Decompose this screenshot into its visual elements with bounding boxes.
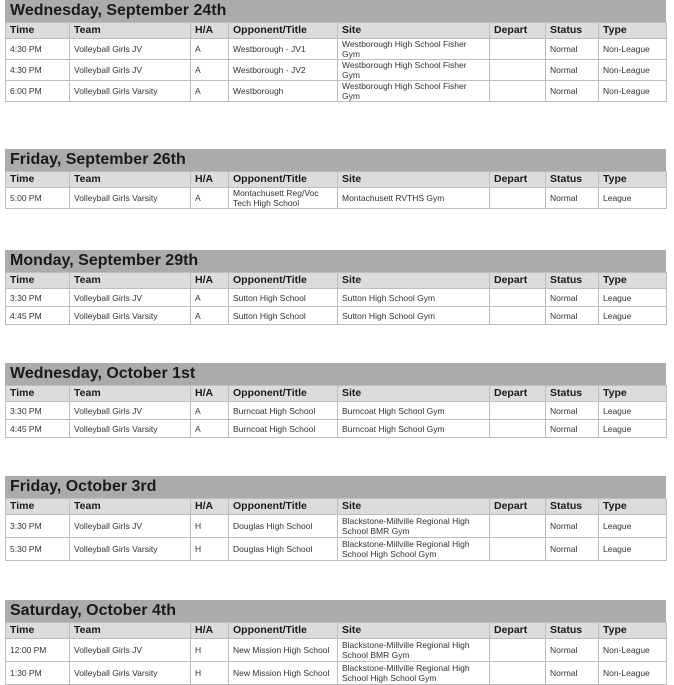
- table-row: [6, 420, 667, 438]
- cell-opponent: New Mission High School: [229, 639, 338, 662]
- cell-status: Normal: [546, 60, 599, 81]
- table-row: [6, 515, 667, 538]
- col-team: Team: [70, 23, 191, 39]
- col-time: Time: [6, 172, 70, 188]
- cell-opponent: Westborough: [229, 81, 338, 102]
- cell-status: Normal: [546, 538, 599, 561]
- cell-status: Normal: [546, 639, 599, 662]
- cell-depart: [490, 402, 546, 420]
- cell-type: Non-League: [599, 81, 667, 102]
- cell-ha: A: [191, 402, 229, 420]
- cell-opponent: Sutton High School: [229, 307, 338, 325]
- table-row: [6, 402, 667, 420]
- schedule-table: [5, 622, 667, 685]
- cell-type: League: [599, 538, 667, 561]
- col-type: Type: [599, 623, 667, 639]
- col-status: Status: [546, 623, 599, 639]
- col-opponent: Opponent/Title: [229, 386, 338, 402]
- day-section: [5, 250, 666, 325]
- cell-depart: [490, 81, 546, 102]
- day-section: [5, 363, 666, 438]
- cell-type: Non-League: [599, 60, 667, 81]
- col-opponent: Opponent/Title: [229, 623, 338, 639]
- col-site: Site: [338, 23, 490, 39]
- cell-team: Volleyball Girls Varsity: [70, 420, 191, 438]
- cell-opponent: Montachusett Reg/Voc Tech High School: [229, 188, 338, 209]
- cell-status: Normal: [546, 81, 599, 102]
- cell-time: 1:30 PM: [6, 662, 70, 685]
- col-ha: H/A: [191, 172, 229, 188]
- cell-team: Volleyball Girls Varsity: [70, 81, 191, 102]
- day-header: Friday, September 26th: [5, 149, 666, 171]
- schedule-table: [5, 385, 667, 438]
- cell-status: Normal: [546, 515, 599, 538]
- schedule-table: [5, 22, 667, 102]
- cell-status: Normal: [546, 420, 599, 438]
- cell-opponent: Burncoat High School: [229, 420, 338, 438]
- day-section: [5, 149, 666, 209]
- cell-time: 4:30 PM: [6, 39, 70, 60]
- cell-site: Westborough High School Fisher Gym: [338, 60, 490, 81]
- cell-type: League: [599, 188, 667, 209]
- cell-site: Blackstone-Millville Regional High School High School Gym: [338, 662, 490, 685]
- cell-time: 3:30 PM: [6, 289, 70, 307]
- cell-depart: [490, 307, 546, 325]
- cell-opponent: Douglas High School: [229, 515, 338, 538]
- table-row: [6, 60, 667, 81]
- cell-site: Burncoat High School Gym: [338, 420, 490, 438]
- table-row: [6, 662, 667, 685]
- cell-ha: H: [191, 639, 229, 662]
- cell-status: Normal: [546, 188, 599, 209]
- col-type: Type: [599, 386, 667, 402]
- cell-type: Non-League: [599, 39, 667, 60]
- day-header: Wednesday, October 1st: [5, 363, 666, 385]
- col-depart: Depart: [490, 273, 546, 289]
- col-team: Team: [70, 499, 191, 515]
- table-row: [6, 307, 667, 325]
- cell-time: 12:00 PM: [6, 639, 70, 662]
- col-time: Time: [6, 23, 70, 39]
- table-row: [6, 289, 667, 307]
- cell-depart: [490, 60, 546, 81]
- cell-site: Blackstone-Millville Regional High School BMR Gym: [338, 639, 490, 662]
- cell-team: Volleyball Girls JV: [70, 515, 191, 538]
- col-status: Status: [546, 499, 599, 515]
- col-ha: H/A: [191, 499, 229, 515]
- cell-ha: H: [191, 662, 229, 685]
- schedule-table: [5, 171, 667, 209]
- col-depart: Depart: [490, 386, 546, 402]
- cell-type: League: [599, 402, 667, 420]
- col-time: Time: [6, 499, 70, 515]
- cell-team: Volleyball Girls JV: [70, 60, 191, 81]
- cell-team: Volleyball Girls Varsity: [70, 538, 191, 561]
- day-section: [5, 476, 666, 561]
- day-header: Monday, September 29th: [5, 250, 666, 272]
- cell-depart: [490, 538, 546, 561]
- cell-status: Normal: [546, 289, 599, 307]
- col-site: Site: [338, 499, 490, 515]
- cell-type: League: [599, 420, 667, 438]
- schedule-table: [5, 498, 667, 561]
- table-row: [6, 639, 667, 662]
- table-row: [6, 81, 667, 102]
- cell-site: Westborough High School Fisher Gym: [338, 39, 490, 60]
- cell-opponent: Westborough - JV2: [229, 60, 338, 81]
- cell-depart: [490, 289, 546, 307]
- day-header: Friday, October 3rd: [5, 476, 666, 498]
- col-status: Status: [546, 273, 599, 289]
- col-type: Type: [599, 499, 667, 515]
- cell-site: Blackstone-Millville Regional High School BMR Gym: [338, 515, 490, 538]
- day-section: [5, 0, 666, 102]
- cell-type: Non-League: [599, 662, 667, 685]
- col-depart: Depart: [490, 623, 546, 639]
- cell-time: 3:30 PM: [6, 402, 70, 420]
- cell-site: Sutton High School Gym: [338, 307, 490, 325]
- cell-site: Westborough High School Fisher Gym: [338, 81, 490, 102]
- day-section: [5, 600, 666, 685]
- col-opponent: Opponent/Title: [229, 273, 338, 289]
- cell-ha: A: [191, 39, 229, 60]
- cell-opponent: Sutton High School: [229, 289, 338, 307]
- col-team: Team: [70, 273, 191, 289]
- table-row: [6, 39, 667, 60]
- col-site: Site: [338, 172, 490, 188]
- day-header: Wednesday, September 24th: [5, 0, 666, 22]
- col-time: Time: [6, 623, 70, 639]
- cell-type: Non-League: [599, 639, 667, 662]
- cell-team: Volleyball Girls Varsity: [70, 188, 191, 209]
- cell-ha: A: [191, 60, 229, 81]
- cell-time: 4:45 PM: [6, 420, 70, 438]
- cell-depart: [490, 639, 546, 662]
- col-opponent: Opponent/Title: [229, 23, 338, 39]
- col-ha: H/A: [191, 273, 229, 289]
- col-team: Team: [70, 623, 191, 639]
- cell-ha: H: [191, 515, 229, 538]
- cell-site: Blackstone-Millville Regional High School High School Gym: [338, 538, 490, 561]
- cell-ha: A: [191, 188, 229, 209]
- cell-opponent: Douglas High School: [229, 538, 338, 561]
- cell-opponent: Westborough - JV1: [229, 39, 338, 60]
- col-ha: H/A: [191, 623, 229, 639]
- cell-ha: A: [191, 420, 229, 438]
- cell-status: Normal: [546, 402, 599, 420]
- cell-team: Volleyball Girls Varsity: [70, 662, 191, 685]
- cell-ha: H: [191, 538, 229, 561]
- cell-team: Volleyball Girls Varsity: [70, 307, 191, 325]
- cell-type: League: [599, 289, 667, 307]
- col-depart: Depart: [490, 499, 546, 515]
- cell-opponent: New Mission High School: [229, 662, 338, 685]
- cell-team: Volleyball Girls JV: [70, 402, 191, 420]
- cell-type: League: [599, 515, 667, 538]
- cell-depart: [490, 188, 546, 209]
- cell-time: 6:00 PM: [6, 81, 70, 102]
- col-depart: Depart: [490, 23, 546, 39]
- col-status: Status: [546, 386, 599, 402]
- cell-team: Volleyball Girls JV: [70, 39, 191, 60]
- cell-depart: [490, 662, 546, 685]
- cell-depart: [490, 515, 546, 538]
- cell-time: 5:00 PM: [6, 188, 70, 209]
- cell-ha: A: [191, 307, 229, 325]
- col-team: Team: [70, 172, 191, 188]
- cell-ha: A: [191, 81, 229, 102]
- cell-type: League: [599, 307, 667, 325]
- cell-status: Normal: [546, 662, 599, 685]
- schedule-table: [5, 272, 667, 325]
- cell-team: Volleyball Girls JV: [70, 289, 191, 307]
- col-ha: H/A: [191, 386, 229, 402]
- cell-time: 4:45 PM: [6, 307, 70, 325]
- cell-status: Normal: [546, 39, 599, 60]
- col-type: Type: [599, 172, 667, 188]
- table-row: [6, 538, 667, 561]
- cell-team: Volleyball Girls JV: [70, 639, 191, 662]
- table-row: [6, 188, 667, 209]
- day-header: Saturday, October 4th: [5, 600, 666, 622]
- col-site: Site: [338, 273, 490, 289]
- cell-site: Sutton High School Gym: [338, 289, 490, 307]
- col-opponent: Opponent/Title: [229, 172, 338, 188]
- col-status: Status: [546, 172, 599, 188]
- cell-depart: [490, 39, 546, 60]
- cell-time: 4:30 PM: [6, 60, 70, 81]
- col-type: Type: [599, 273, 667, 289]
- cell-time: 3:30 PM: [6, 515, 70, 538]
- col-site: Site: [338, 623, 490, 639]
- col-type: Type: [599, 23, 667, 39]
- cell-site: Burncoat High School Gym: [338, 402, 490, 420]
- col-depart: Depart: [490, 172, 546, 188]
- col-time: Time: [6, 386, 70, 402]
- cell-site: Montachusett RVTHS Gym: [338, 188, 490, 209]
- col-site: Site: [338, 386, 490, 402]
- cell-depart: [490, 420, 546, 438]
- cell-opponent: Burncoat High School: [229, 402, 338, 420]
- col-team: Team: [70, 386, 191, 402]
- col-opponent: Opponent/Title: [229, 499, 338, 515]
- col-ha: H/A: [191, 23, 229, 39]
- cell-time: 5:30 PM: [6, 538, 70, 561]
- col-status: Status: [546, 23, 599, 39]
- cell-status: Normal: [546, 307, 599, 325]
- cell-ha: A: [191, 289, 229, 307]
- col-time: Time: [6, 273, 70, 289]
